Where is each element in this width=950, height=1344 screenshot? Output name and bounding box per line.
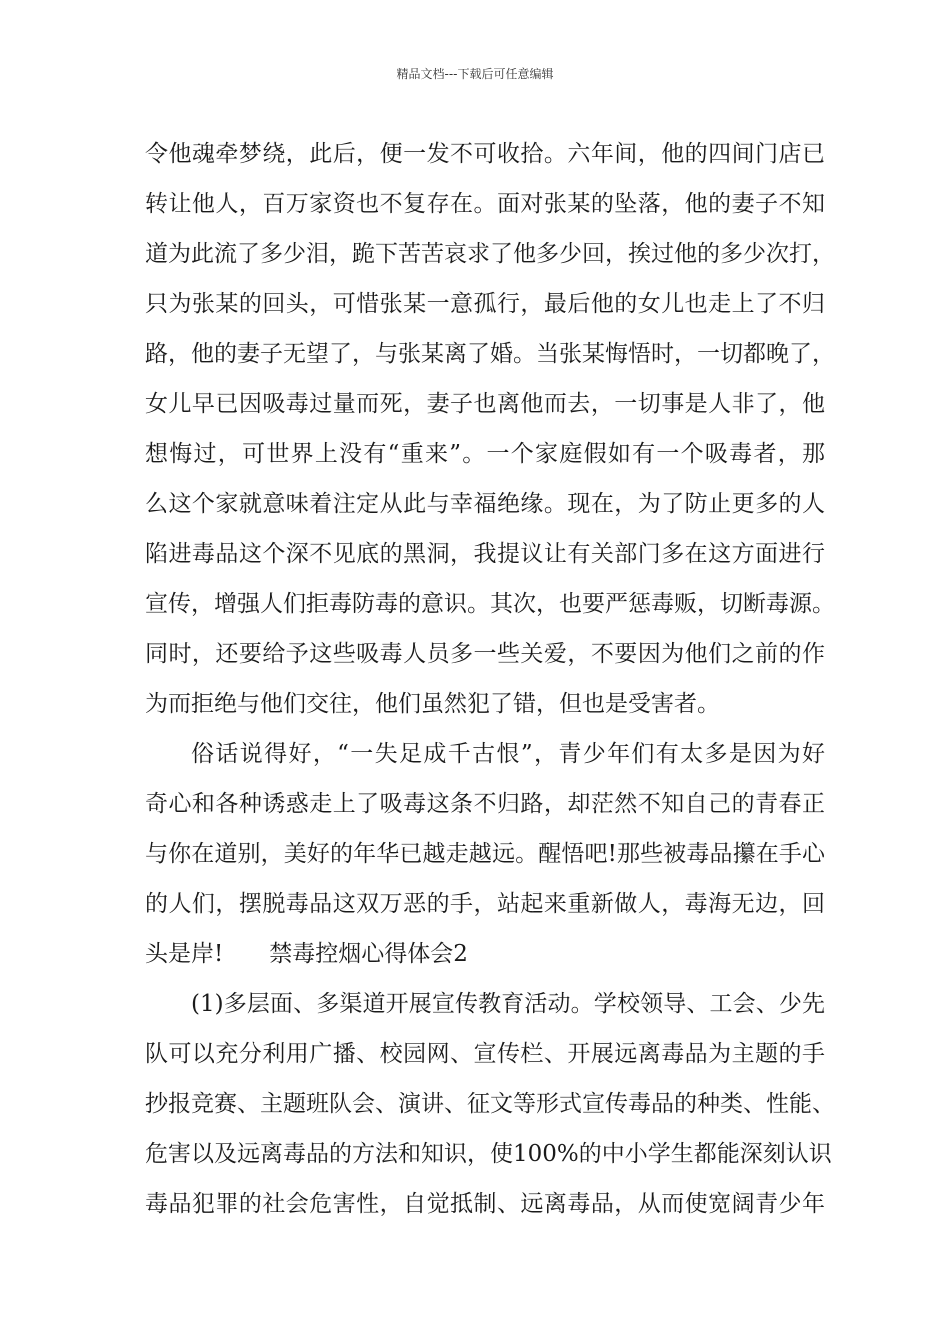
text-line-with-heading <box>145 929 825 979</box>
text-line: 道为此流了多少泪，跪下苦苦哀求了他多少回，挨过他的多少次打， <box>145 241 835 267</box>
page-header: 精品文档---下载后可任意编辑 <box>396 67 554 81</box>
text-line: 只为张某的回头，可惜张某一意孤行，最后他的女儿也走上了不归 <box>145 291 825 317</box>
text-line: 俗话说得好，“一失足成千古恨”，青少年们有太多是因为好 <box>191 741 825 767</box>
text-line: 女儿早已因吸毒过量而死，妻子也离他而去，一切事是人非了，他 <box>145 391 825 417</box>
text-line: 令他魂牵梦绕，此后，便一发不可收拾。六年间，他的四间门店已 <box>145 141 825 167</box>
text-line: 陷进毒品这个深不见底的黑洞，我提议让有关部门多在这方面进行 <box>145 541 825 567</box>
text-line: 奇心和各种诱惑走上了吸毒这条不归路，却茫然不知自己的青春正 <box>145 791 825 817</box>
text-line: 转让他人，百万家资也不复存在。面对张某的坠落，他的妻子不知 <box>145 191 825 217</box>
text-line: 宣传，增强人们拒毒防毒的意识。其次，也要严惩毒贩，切断毒源。 <box>145 591 835 617</box>
text-line: 危害以及远离毒品的方法和知识，使100%的中小学生都能深刻认识 <box>145 1141 832 1167</box>
text-line: 的人们，摆脱毒品这双万恶的手，站起来重新做人，毒海无边，回 <box>145 891 825 917</box>
text-line: 队可以充分利用广播、校园网、宣传栏、开展远离毒品为主题的手 <box>145 1041 825 1067</box>
document-body <box>145 129 835 1229</box>
text-line: (1)多层面、多渠道开展宣传教育活动。学校领导、工会、少先 <box>191 991 825 1017</box>
text-line: 同时，还要给予这些吸毒人员多一些关爱，不要因为他们之前的作 <box>145 641 825 667</box>
text-line-end: 头是岸! <box>145 941 224 967</box>
text-line: 为而拒绝与他们交往，他们虽然犯了错，但也是受害者。 <box>145 691 720 717</box>
text-line: 么这个家就意味着注定从此与幸福绝缘。现在，为了防止更多的人 <box>145 491 825 517</box>
text-line: 路，他的妻子无望了，与张某离了婚。当张某悔悟时，一切都晚了， <box>145 341 835 367</box>
text-line: 想悔过，可世界上没有“重来”。一个家庭假如有一个吸毒者，那 <box>145 441 825 467</box>
text-line: 毒品犯罪的社会危害性，自觉抵制、远离毒品，从而使宽阔青少年 <box>145 1191 825 1217</box>
section-heading: 禁毒控烟心得体会2 <box>269 941 468 967</box>
text-line: 抄报竞赛、主题班队会、演讲、征文等形式宣传毒品的种类、性能、 <box>145 1091 835 1117</box>
text-line: 与你在道别，美好的年华已越走越远。醒悟吧!那些被毒品攥在手心 <box>145 841 825 867</box>
